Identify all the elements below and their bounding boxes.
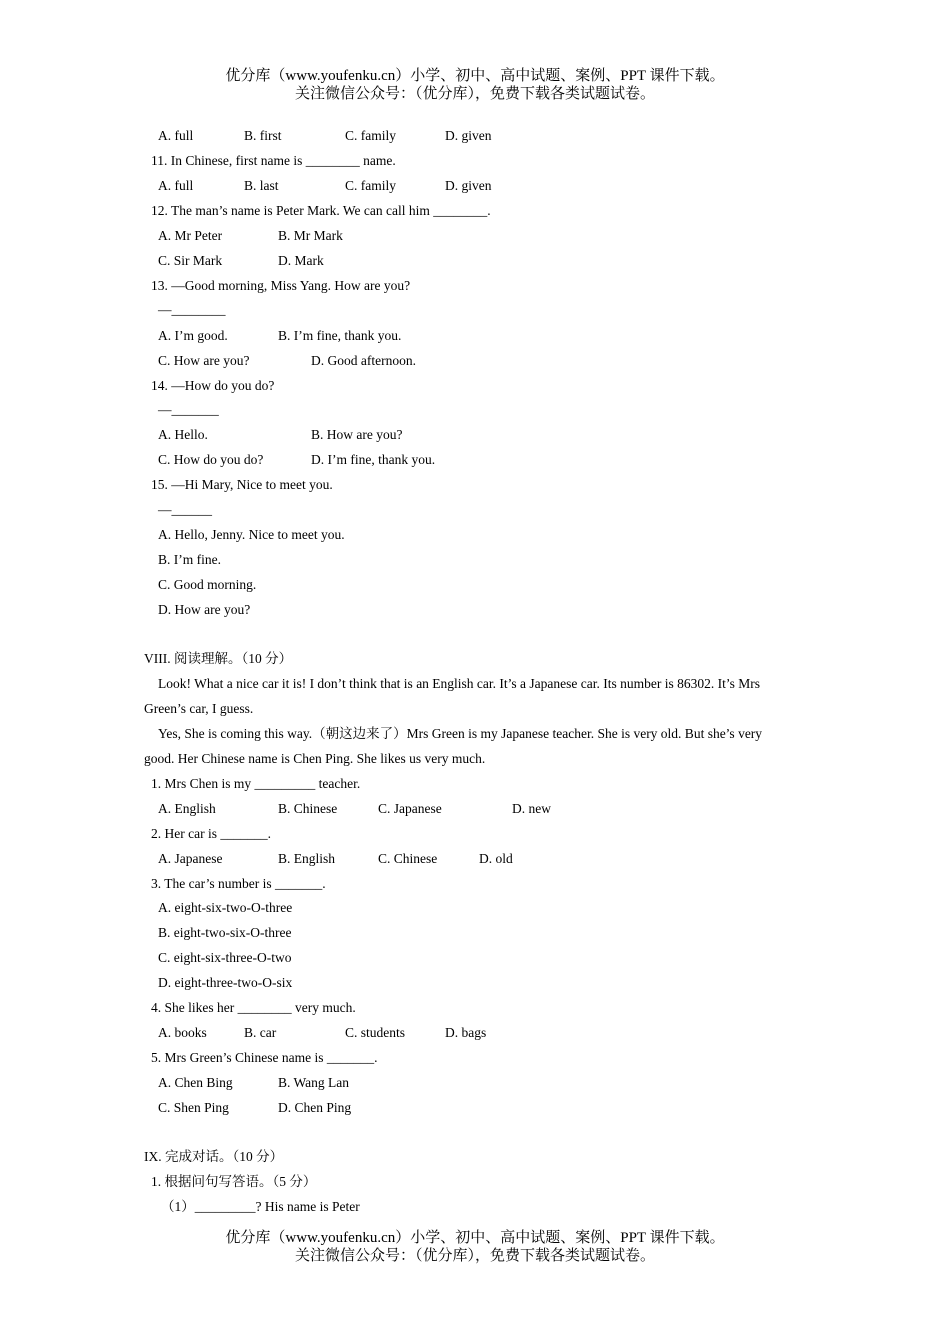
header-line-2: 关注微信公众号：（优分库），免费下载各类试题试卷。 xyxy=(294,86,655,102)
footer-line-1: 优分库（www.youfenku.cn）小学、初中、高中试题、案例、PPT 课件下载。 xyxy=(225,1230,725,1246)
header-line-1: 优分库（www.youfenku.cn）小学、初中、高中试题、案例、PPT 课件下载。 xyxy=(225,68,725,84)
q15-stem: 15. —Hi Mary, Nice to meet you. xyxy=(151,477,333,492)
q10-option-a: A. full xyxy=(158,128,194,143)
reading-q3-option-a: A. eight-six-two-O-three xyxy=(158,900,293,915)
reading-q2-stem: 2. Her car is _______. xyxy=(151,826,271,841)
reading-q4-option-b: B. car xyxy=(244,1025,277,1040)
reading-q5-option-d: D. Chen Ping xyxy=(278,1100,352,1115)
q14-stem: 14. —How do you do? xyxy=(151,378,275,393)
q12-stem: 12. The man’s name is Peter Mark. We can call him ________. xyxy=(151,203,491,218)
q14-option-c: C. How do you do? xyxy=(158,452,264,467)
reading-q3-option-b: B. eight-two-six-O-three xyxy=(158,925,292,940)
reading-q5-option-a: A. Chen Bing xyxy=(158,1075,233,1090)
reading-q4-option-c: C. students xyxy=(345,1025,406,1040)
q15-option-c: C. Good morning. xyxy=(158,577,257,592)
page-footer xyxy=(0,1229,950,1265)
q10-option-d: D. given xyxy=(445,128,492,143)
reading-q1-option-b: B. Chinese xyxy=(278,801,338,816)
q15-option-b: B. I’m fine. xyxy=(158,552,221,567)
q12-option-b: B. Mr Mark xyxy=(278,228,343,243)
q13-answer-line: —________ xyxy=(158,302,226,317)
reading-q2-option-b: B. English xyxy=(278,851,336,866)
section9-sub1: 1. 根据问句写答语。（5 分） xyxy=(151,1174,317,1189)
q10-option-c: C. family xyxy=(345,128,396,143)
q13-stem: 13. —Good morning, Miss Yang. How are you? xyxy=(151,278,411,293)
q12-option-a: A. Mr Peter xyxy=(158,228,223,243)
reading-q1-option-a: A. English xyxy=(158,801,216,816)
footer-line-2: 关注微信公众号：（优分库），免费下载各类试题试卷。 xyxy=(294,1248,655,1264)
reading-q5-option-b: B. Wang Lan xyxy=(278,1075,350,1090)
q11-option-d: D. given xyxy=(445,178,492,193)
reading-para1-line1: Look! What a nice car it is! I don’t think that is an English car. It’s a Japanese car. Its number is 86302. It’s Mrs xyxy=(158,676,760,691)
section8-title: VIII. 阅读理解。（10 分） xyxy=(144,651,293,666)
q11-option-c: C. family xyxy=(345,178,396,193)
reading-q3-option-c: C. eight-six-three-O-two xyxy=(158,950,292,965)
q13-option-b: B. I’m fine, thank you. xyxy=(278,328,402,343)
reading-q2-option-a: A. Japanese xyxy=(158,851,223,866)
reading-q2-option-d: D. old xyxy=(479,851,513,866)
reading-q5-option-c: C. Shen Ping xyxy=(158,1100,229,1115)
section9-title: IX. 完成对话。（10 分） xyxy=(144,1149,284,1164)
q13-option-c: C. How are you? xyxy=(158,353,250,368)
page-header xyxy=(0,67,950,103)
q12-option-d: D. Mark xyxy=(278,253,324,268)
reading-para2-line1: Yes, She is coming this way.（朝这边来了）Mrs Green is my Japanese teacher. She is very old. But she’s very xyxy=(158,726,763,741)
reading-q3-stem: 3. The car’s number is _______. xyxy=(151,876,326,891)
reading-q4-option-a: A. books xyxy=(158,1025,207,1040)
reading-q4-stem: 4. She likes her ________ very much. xyxy=(151,1000,356,1015)
reading-para2-line2: good. Her Chinese name is Chen Ping. She likes us very much. xyxy=(144,751,486,766)
q13-option-d: D. Good afternoon. xyxy=(311,353,416,368)
q10-option-b: B. first xyxy=(244,128,282,143)
reading-q4-option-d: D. bags xyxy=(445,1025,487,1040)
q15-option-a: A. Hello, Jenny. Nice to meet you. xyxy=(158,527,345,542)
q15-answer-line: —______ xyxy=(158,502,212,517)
q11-stem: 11. In Chinese, first name is ________ name. xyxy=(151,153,396,168)
q13-option-a: A. I’m good. xyxy=(158,328,228,343)
reading-q5-stem: 5. Mrs Green’s Chinese name is _______. xyxy=(151,1050,378,1065)
q14-option-b: B. How are you? xyxy=(311,427,403,442)
q14-answer-line: —_______ xyxy=(158,402,219,417)
reading-para1-line2: Green’s car, I guess. xyxy=(144,701,254,716)
q15-option-d: D. How are you? xyxy=(158,602,251,617)
q11-option-a: A. full xyxy=(158,178,194,193)
q12-option-c: C. Sir Mark xyxy=(158,253,223,268)
reading-q1-option-c: C. Japanese xyxy=(378,801,442,816)
q14-option-d: D. I’m fine, thank you. xyxy=(311,452,436,467)
section9-item1: （1）_________? His name is Peter xyxy=(161,1199,360,1214)
reading-q1-stem: 1. Mrs Chen is my _________ teacher. xyxy=(151,776,361,791)
reading-q2-option-c: C. Chinese xyxy=(378,851,438,866)
q11-option-b: B. last xyxy=(244,178,279,193)
q14-option-a: A. Hello. xyxy=(158,427,208,442)
reading-q1-option-d: D. new xyxy=(512,801,551,816)
reading-q3-option-d: D. eight-three-two-O-six xyxy=(158,975,293,990)
